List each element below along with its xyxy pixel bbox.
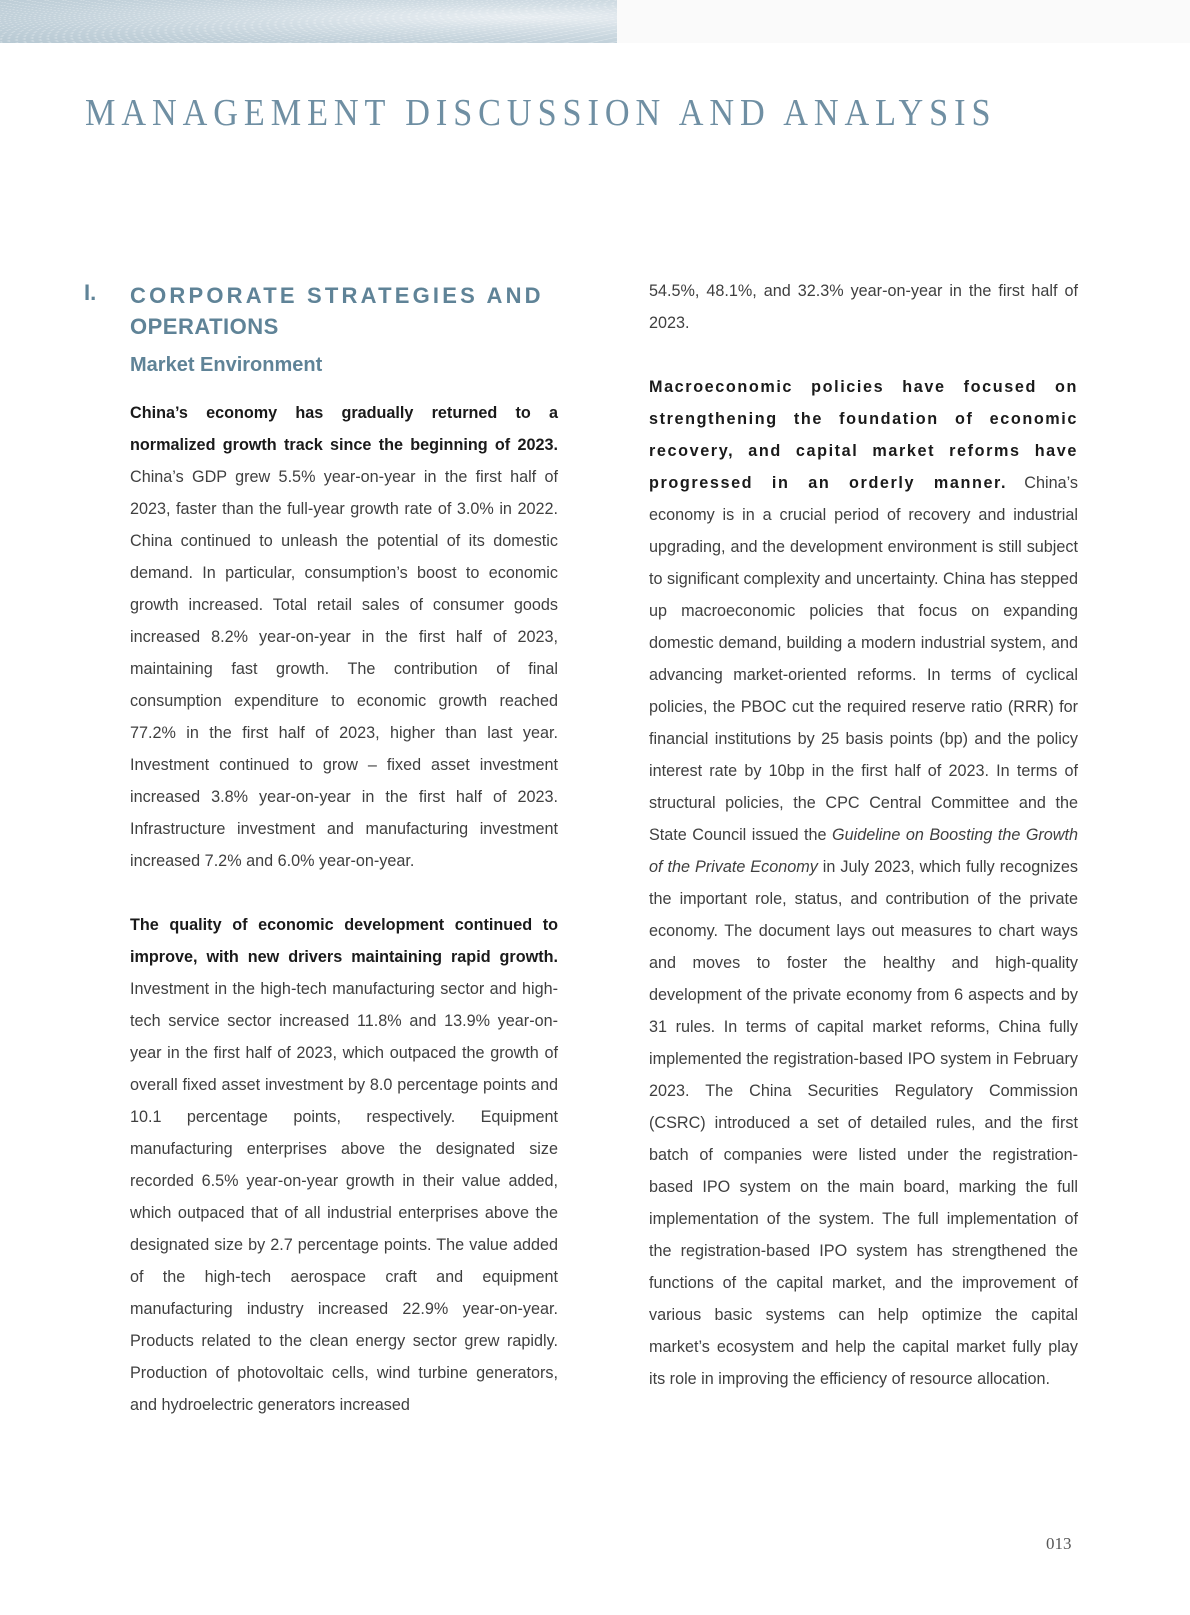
header-banner-image <box>0 0 617 43</box>
paragraph-body: China’s GDP grew 5.5% year-on-year in the first half of 2023, faster than the full-year growth rate of 3.0% in 2022. China continued to unleash the potential of its domestic demand. In particular, consumption’s boost to economic growth increased. Total retail sales of consumer goods increased 8.2% year-on-year in the first half of 2023, maintaining fast growth. The contribution of final consumption expenditure to economic growth reached 77.2% in the first half of 2023, higher than last year. Investment continued to grow – fixed asset investment increased 3.8% year-on-year in the first half of 2023. Infrastructure investment and manufacturing investment increased 7.2% and 6.0% year-on-year. <box>130 468 558 870</box>
paragraph-economy-normalized <box>130 397 558 877</box>
right-column <box>649 275 1078 1395</box>
document-title-reference: Guideline on Boosting the Growth of the Private Economy <box>649 826 1078 876</box>
paragraph-body: Investment in the high-tech manufacturing sector and high-tech service sector increased 11.8% and 13.9% year-on-year in the first half of 2023, which outpaced the growth of overall fixed asset investment by 8.0 percentage points and 10.1 percentage points, respectively. Equipment manufacturing enterprises above the designated size recorded 6.5% year-on-year growth in their value added, which outpaced that of all industrial enterprises above the designated size by 2.7 percentage points. The value added of the high-tech aerospace craft and equipment manufacturing industry increased 22.9% year-on-year. Products related to the clean energy sector grew rapidly. Production of photovoltaic cells, wind turbine generators, and hydroelectric generators increased <box>130 980 558 1414</box>
paragraph-lead: Macroeconomic policies have focused on strengthening the foundation of economic recovery, and capital market reforms have progressed in an orderly manner. <box>649 378 1078 492</box>
paragraph-lead: The quality of economic development continued to improve, with new drivers maintaining rapid growth. <box>130 916 558 966</box>
page-title: MANAGEMENT DISCUSSION AND ANALYSIS <box>85 92 997 135</box>
paragraph-continuation: 54.5%, 48.1%, and 32.3% year-on-year in the first half of 2023. <box>649 282 1078 332</box>
section-number: I. <box>84 280 97 305</box>
section-title <box>130 280 570 342</box>
paragraph-body: China’s economy is in a crucial period of recovery and industrial upgrading, and the development environment is still subject to significant complexity and uncertainty. China has stepped up macroeconomic policies that focus on expanding domestic demand, building a modern industrial system, and advancing market-oriented reforms. In terms of cyclical policies, the PBOC cut the required reserve ratio (RRR) for financial institutions by 25 basis points (bp) and the policy interest rate by 10bp in the first half of 2023. In terms of structural policies, the CPC Central Committee and the State Council issued the <box>649 474 1078 844</box>
left-column <box>130 397 558 1421</box>
paragraph-quality-development <box>130 909 558 1421</box>
page-number: 013 <box>1046 1534 1072 1553</box>
paragraph-body-cont: in July 2023, which fully recognizes the important role, status, and contribution of the private economy. The document lays out measures to chart ways and moves to foster the healthy and high-quality development of the private economy from 6 aspects and by 31 rules. In terms of capital market reforms, China fully implemented the registration-based IPO system in February 2023. The China Securities Regulatory Commission (CSRC) introduced a set of detailed rules, and the first batch of companies were listed under the registration-based IPO system on the main board, marking the full implementation of the system. The full implementation of the registration-based IPO system has strengthened the functions of the capital market, and the improvement of various basic systems can help optimize the capital market’s ecosystem and help the capital market fully play its role in improving the efficiency of resource allocation. <box>649 858 1078 1388</box>
paragraph-lead: China’s economy has gradually returned to a normalized growth track since the beginning of 2023. <box>130 404 558 454</box>
paragraph-macroeconomic-policies <box>649 371 1078 1395</box>
section-title-line2: OPERATIONS <box>130 314 279 339</box>
header-band <box>617 0 1190 43</box>
section-title-line1: CORPORATE STRATEGIES AND <box>130 283 544 308</box>
subheading-market-environment: Market Environment <box>130 354 323 376</box>
